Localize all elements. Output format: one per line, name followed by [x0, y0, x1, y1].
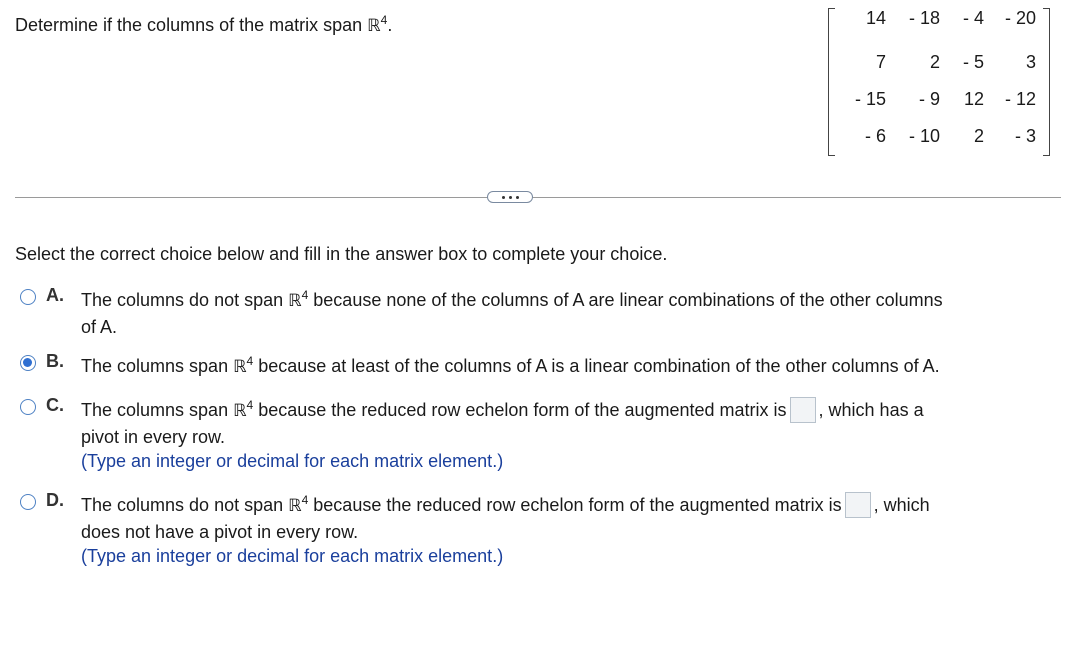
exponent: 4: [246, 398, 254, 412]
dot-icon: [509, 196, 512, 199]
matrix-cell: 2: [973, 126, 984, 146]
matrix-cell: - 4: [962, 8, 984, 28]
radio-button-b[interactable]: [20, 355, 36, 371]
real-numbers-symbol: ℝ: [288, 496, 302, 516]
matrix-cell: - 18: [908, 8, 940, 28]
matrix-cell: - 9: [918, 89, 940, 109]
matrix-cell: - 20: [1004, 8, 1036, 28]
hint-text: (Type an integer or decimal for each matrix element.): [81, 451, 504, 471]
radio-button-c[interactable]: [20, 399, 36, 415]
matrix-cell: - 6: [864, 126, 886, 146]
real-numbers-symbol: ℝ: [233, 357, 247, 377]
choice-letter: C.: [46, 395, 64, 415]
exponent: 4: [246, 354, 254, 368]
matrix: [828, 8, 1050, 154]
real-numbers-symbol: ℝ: [367, 16, 381, 36]
matrix-cell: 7: [875, 52, 886, 72]
exponent: 4: [380, 13, 388, 27]
question-prompt: [15, 14, 392, 37]
choice-text: The columns do not span ℝ$^4$ because the reduced row echelon form of the augmented matrix is , which does not have a pivot in every row. (Type an integer or decimal for each matrix element.): [81, 493, 930, 566]
choice-text: The columns do not span ℝ$^4$ because none of the columns of A are linear combinations of the other columns of A.: [81, 288, 943, 337]
matrix-cell: 2: [929, 52, 940, 72]
exponent: 4: [301, 493, 309, 507]
choice-letter: A.: [46, 285, 64, 305]
dot-icon: [502, 196, 505, 199]
matrix-cell: - 15: [854, 89, 886, 109]
choice-text: The columns span ℝ$^4$ because at least of the columns of A is a linear combination of the other columns of A.: [81, 354, 940, 377]
real-numbers-symbol: ℝ: [233, 401, 247, 421]
choice-letter: B.: [46, 351, 64, 371]
question-end: .: [387, 15, 393, 35]
matrix-cell: 12: [963, 89, 984, 109]
matrix-cell: 14: [865, 8, 886, 28]
hint-text: (Type an integer or decimal for each matrix element.): [81, 546, 504, 566]
matrix-cell: - 5: [962, 52, 984, 72]
matrix-cell: 3: [1025, 52, 1036, 72]
matrix-cell: - 10: [908, 126, 940, 146]
instructions-text: Select the correct choice below and fill in the answer box to complete your choice.: [15, 244, 668, 264]
real-numbers-symbol: ℝ: [288, 291, 302, 311]
matrix-cell: - 3: [1014, 126, 1036, 146]
exponent: 4: [301, 288, 309, 302]
dot-icon: [516, 196, 519, 199]
answer-box-c[interactable]: [790, 397, 816, 423]
radio-button-a[interactable]: [20, 289, 36, 305]
radio-button-d[interactable]: [20, 494, 36, 510]
question-text: Determine if the columns of the matrix span: [15, 15, 368, 35]
more-options-button[interactable]: [487, 191, 533, 203]
choice-letter: D.: [46, 490, 64, 510]
matrix-cell: - 12: [1004, 89, 1036, 109]
choice-text: The columns span ℝ$^4$ because the reduced row echelon form of the augmented matrix is , which has a pivot in every row. (Type an integer or decimal for each matrix element.): [81, 398, 924, 471]
answer-box-d[interactable]: [845, 492, 871, 518]
matrix-right-bracket: [1043, 8, 1050, 156]
section-divider: [15, 197, 1061, 198]
